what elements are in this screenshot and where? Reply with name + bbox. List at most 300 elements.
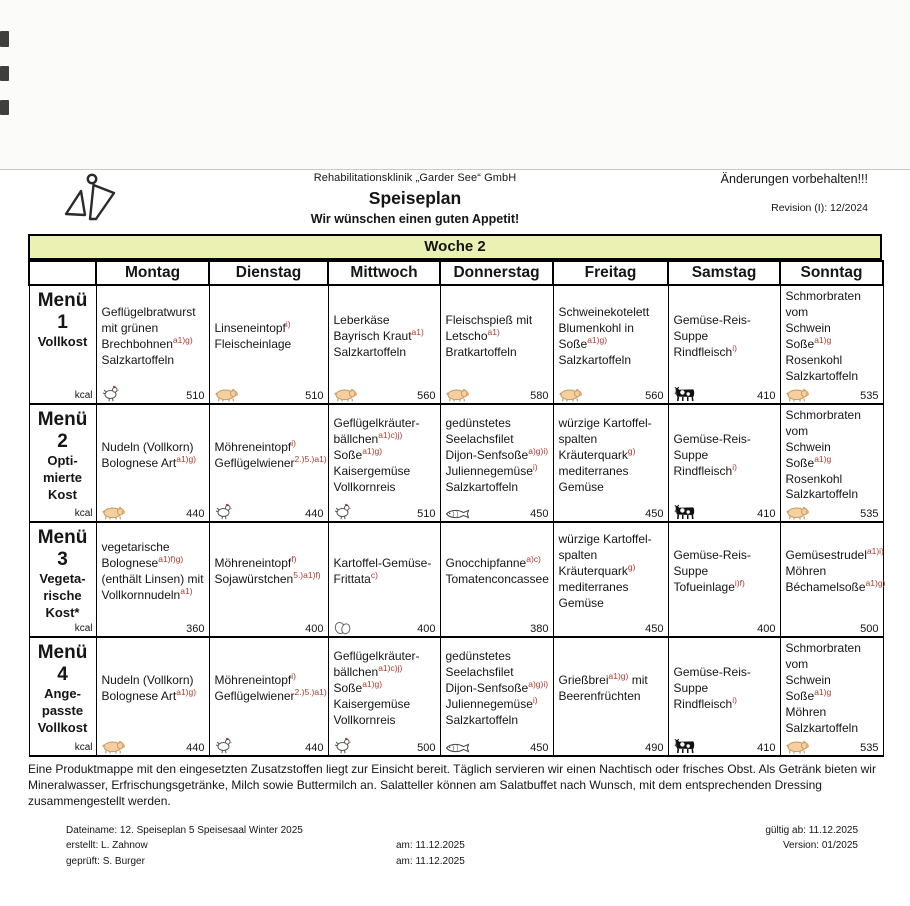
dish-text — [786, 641, 880, 737]
cell-footer-strip — [333, 617, 436, 635]
dish-line: mediterranes — [558, 580, 629, 595]
day-header: Freitag — [553, 261, 668, 285]
menu-type-line: Ange- — [44, 686, 81, 702]
dish-line: (enthält Linsen) mit — [101, 572, 204, 587]
dish-text — [446, 313, 550, 361]
dish-cell — [328, 285, 440, 404]
pig-icon — [214, 387, 238, 402]
dish-line: Gemüse-Reis- — [673, 431, 751, 446]
pig-icon — [101, 739, 125, 754]
scan-artifact — [0, 31, 9, 47]
cell-footer-strip — [333, 736, 436, 754]
cell-footer-strip — [445, 617, 549, 635]
allergen-superscript: i) — [732, 694, 737, 705]
dish-line: Soße$^{a1)g}$ — [785, 686, 832, 703]
dish-line: Salzkartoffeln — [785, 720, 858, 735]
cow-icon — [673, 504, 697, 520]
dish-cell — [668, 637, 780, 756]
allergen-superscript: a1) — [180, 586, 193, 597]
dish-cell — [328, 404, 440, 523]
dish-line: Geflügelkräuter- — [333, 415, 420, 430]
footer-note: Eine Produktmappe mit den eingesetzten Zusatzstoffen liegt zur Einsicht bereit. Täglich servieren wir einen Nachtisch oder frisches Obst. Als Getränk bieten wir Mineralwasser, Erfrischungsgetränke, Milch sowie Buttermilch an. Salatteller können am Salatbuffet nach Wunsch, mit dem entsprechenden Dressing zusammengestellt werden. — [28, 761, 876, 809]
kcal-unit-label: kcal — [74, 623, 93, 635]
dish-text — [215, 556, 325, 588]
meta-valid-from: gültig ab: 11.12.2025 — [765, 824, 858, 836]
day-header-row — [29, 261, 883, 285]
dish-line: Dijon-Senfsoße$^{a)g)i)}$ — [445, 678, 549, 695]
day-header: Dienstag — [209, 261, 328, 285]
allergen-superscript: i) — [532, 694, 538, 705]
chicken-icon — [214, 737, 234, 754]
dish-line: Kräuterquark$^{g)}$ — [558, 562, 636, 579]
meta-version: Version: 01/2025 — [782, 840, 858, 852]
dish-text — [214, 437, 327, 472]
dish-line: mediterranes — [558, 463, 629, 478]
dish-cell — [96, 522, 209, 637]
allergen-superscript: a1)g — [814, 686, 832, 697]
dish-line: Bolognese Art$^{a1)g)}$ — [101, 453, 197, 470]
menu-type-line: Vegeta- — [39, 571, 86, 587]
dish-text — [786, 289, 880, 385]
page-subtitle: Wir wünschen einen guten Appetit! — [310, 212, 520, 226]
dish-line: Nudeln (Vollkorn) — [101, 439, 194, 454]
dish-line: Kartoffel-Gemüse- — [333, 556, 432, 571]
dish-line: Schwein — [785, 439, 831, 454]
allergen-superscript: g) — [627, 562, 636, 573]
day-header: Sonntag — [780, 261, 883, 285]
allergen-superscript: i) — [285, 318, 291, 329]
scan-artifact — [0, 100, 9, 115]
meta-filename: Dateiname: 12. Speiseplan 5 Speisesaal Winter 2025 — [66, 824, 303, 836]
day-header: Samstag — [668, 261, 780, 285]
dish-line: Gemüse-Reis- — [673, 665, 751, 680]
dish-line: Geflügelwiener$^{2.)5.)a1)}$ — [214, 686, 327, 703]
menu-row — [29, 404, 883, 523]
dish-line: Seelachsfilet — [445, 665, 514, 680]
kcal-unit-label: kcal — [74, 741, 93, 753]
dish-line: Schwein — [785, 673, 831, 688]
allergen-superscript: a1)g) — [362, 678, 383, 689]
dish-line: Fleischeinlage — [214, 336, 292, 351]
menu-label-cell — [29, 522, 96, 637]
dish-line: Soße$^{a1)g)}$ — [558, 334, 608, 351]
kcal-value: 440 — [305, 741, 324, 754]
cell-footer-strip — [214, 502, 324, 520]
dish-cell — [328, 637, 440, 756]
dish-text — [559, 416, 665, 496]
menu-label — [32, 407, 94, 504]
chicken-icon — [333, 737, 353, 754]
kcal-value: 440 — [186, 508, 205, 521]
dish-line: Kaisergemüse — [333, 696, 411, 711]
allergen-superscript: c) — [370, 570, 378, 581]
allergen-superscript: a1)g) — [587, 334, 608, 345]
cell-footer-strip — [558, 384, 664, 402]
pig-icon — [333, 387, 357, 402]
kcal-value: 535 — [860, 508, 879, 521]
cell-footer-strip — [558, 736, 664, 754]
dish-text — [559, 673, 665, 705]
dish-line: Bayrisch Kraut$^{a1)}$ — [333, 326, 424, 343]
pig-icon — [101, 505, 125, 520]
dish-line: Bratkartoffeln — [445, 344, 517, 359]
scan-top-margin — [0, 0, 910, 170]
cell-footer-strip — [101, 617, 205, 635]
dish-cell — [553, 404, 668, 523]
document-body — [28, 172, 886, 869]
dish-line: Salzkartoffeln — [101, 352, 174, 367]
dish-line: Vollkornnudeln$^{a1)}$ — [101, 586, 193, 603]
dish-line: Schweinekotelett — [558, 304, 650, 319]
allergen-superscript: a)g)i) — [528, 445, 549, 456]
allergen-superscript: a1)g) — [176, 453, 197, 464]
dish-line: Gnocchipfanne$^{a)c)}$ — [445, 554, 541, 571]
cell-footer-strip — [445, 736, 549, 754]
kcal-value: 535 — [860, 741, 879, 754]
kcal-value: 535 — [860, 389, 879, 402]
chicken-icon — [333, 503, 353, 520]
day-header: Montag — [96, 261, 209, 285]
dish-cell — [209, 522, 328, 637]
allergen-superscript: a1)c)j) — [378, 429, 403, 440]
kcal-value: 500 — [860, 623, 879, 636]
menu-name: Menü 4 — [37, 642, 88, 686]
dish-cell — [96, 637, 209, 756]
dish-line: Möhren — [785, 704, 827, 719]
dish-cell — [553, 522, 668, 637]
menu-type-line: Vollkost — [37, 334, 88, 349]
scan-artifact — [0, 66, 9, 81]
kcal-value: 490 — [645, 741, 664, 754]
allergen-superscript: i) — [291, 437, 296, 448]
dish-line: bällchen$^{a1)c)j)}$ — [333, 429, 403, 446]
allergen-superscript: a1) — [487, 326, 500, 337]
eggs-icon — [333, 621, 352, 635]
dish-line: Soße$^{a1)g}$ — [785, 453, 832, 470]
dish-cell — [440, 637, 553, 756]
menu-label — [32, 640, 94, 737]
dish-cell — [668, 404, 780, 523]
kcal-value: 450 — [645, 508, 664, 521]
kcal-value: 440 — [186, 741, 205, 754]
kcal-value: 410 — [757, 389, 776, 402]
dish-line: Tomatenconcassee — [445, 572, 549, 587]
cow-icon — [673, 386, 697, 402]
cell-footer-strip — [333, 384, 436, 402]
cell-footer-strip — [101, 736, 205, 754]
allergen-superscript: g) — [627, 445, 636, 456]
cell-footer-strip — [785, 617, 879, 635]
allergen-superscript: a1)g) — [608, 671, 629, 682]
menu-type-line: Kost — [48, 486, 77, 502]
dish-text — [446, 416, 550, 496]
allergen-superscript: i) — [291, 671, 296, 682]
dish-line: Tofueinlage$^{i)f)}$ — [673, 578, 745, 595]
dish-line: würzige Kartoffel- — [558, 415, 652, 430]
allergen-superscript: a)c) — [526, 554, 541, 565]
dish-line: Kräuterquark$^{g)}$ — [558, 445, 636, 462]
dish-line: Nudeln (Vollkorn) — [101, 673, 194, 688]
meta-checked-date: am: 11.12.2025 — [396, 855, 465, 867]
dish-line: spalten — [558, 548, 598, 563]
menu-type — [43, 453, 82, 504]
allergen-superscript: f) — [291, 554, 297, 565]
dish-line: Soße$^{a1)g)}$ — [333, 445, 383, 462]
week-banner: Woche 2 — [28, 234, 882, 260]
kcal-value: 400 — [305, 623, 324, 636]
kcal-value: 440 — [305, 508, 324, 521]
document-meta — [28, 823, 882, 870]
allergen-superscript: a1) — [411, 326, 424, 337]
dish-text — [786, 408, 880, 504]
kcal-value: 400 — [417, 623, 436, 636]
dish-line: Dijon-Senfsoße$^{a)g)i)}$ — [445, 445, 549, 462]
cell-footer-strip — [445, 384, 549, 402]
pig-icon — [558, 387, 582, 402]
menu-label-cell — [29, 404, 96, 523]
allergen-superscript: a)g)i) — [528, 678, 549, 689]
cell-footer-strip — [214, 617, 324, 635]
menu-type-line: mierte — [42, 469, 83, 485]
dish-line: Salzkartoffeln — [333, 344, 406, 359]
kcal-value: 560 — [645, 389, 664, 402]
allergen-superscript: 2.)5.)a1) — [294, 686, 327, 697]
kcal-value: 360 — [186, 623, 205, 636]
dish-cell — [96, 404, 209, 523]
dish-cell — [96, 285, 209, 404]
dish-text — [334, 416, 437, 496]
kcal-value: 380 — [530, 623, 549, 636]
allergen-superscript: a1)g) — [176, 686, 197, 697]
dish-line: Möhreneintopf$^{f)}$ — [214, 554, 297, 571]
dish-text — [559, 532, 665, 612]
allergen-superscript: i) — [732, 342, 737, 353]
dish-text — [102, 440, 206, 472]
dish-cell — [780, 522, 886, 637]
cell-footer-strip — [445, 502, 549, 520]
dish-text — [674, 432, 777, 480]
dish-line: Vollkornreis — [333, 479, 396, 494]
dish-line: Geflügelbratwurst — [101, 304, 196, 319]
revision-label: Revision (I): 12/2024 — [771, 202, 868, 214]
dish-line: Suppe — [673, 564, 709, 579]
dish-text — [334, 649, 437, 729]
menu-name: Menü 3 — [37, 527, 88, 571]
dish-line: Geflügelkräuter- — [333, 649, 420, 664]
allergen-superscript: a1)g) — [865, 578, 886, 589]
dish-line: Suppe Rindfleisch$^{i)}$ — [673, 680, 737, 711]
pig-icon — [785, 739, 809, 754]
allergen-superscript: a1)g) — [362, 445, 383, 456]
dish-text — [334, 313, 437, 361]
dish-cell — [328, 522, 440, 637]
kcal-unit-label: kcal — [74, 508, 93, 520]
menu-row — [29, 285, 883, 404]
dish-line: Salzkartoffeln — [785, 368, 858, 383]
dish-cell — [553, 285, 668, 404]
dish-cell — [209, 285, 328, 404]
chicken-icon — [214, 503, 234, 520]
meta-created-date: am: 11.12.2025 — [396, 840, 465, 852]
allergen-superscript: 2.)5.)a1) — [294, 453, 327, 464]
dish-line: bällchen$^{a1)c)j)}$ — [333, 663, 403, 680]
menu-name: Menü 2 — [37, 408, 88, 452]
cell-footer-strip — [558, 617, 664, 635]
dish-line: Schmorbraten vom — [785, 641, 865, 672]
dish-cell — [440, 285, 553, 404]
dish-line: Rosenkohl — [785, 352, 843, 367]
cell-footer-strip — [214, 384, 324, 402]
dish-line: Brechbohnen$^{a1)g)}$ — [101, 334, 193, 351]
cow-icon — [673, 738, 697, 754]
dish-line: Kaisergemüse — [333, 463, 411, 478]
dish-cell — [440, 522, 553, 637]
allergen-superscript: a1)g — [814, 453, 832, 464]
allergen-superscript: a1)i) — [866, 546, 884, 557]
kcal-unit-label: kcal — [74, 389, 93, 401]
dish-line: Bolognese Art$^{a1)g)}$ — [101, 686, 197, 703]
clinic-logo-icon — [58, 172, 120, 231]
dish-line: Bolognese$^{a1)f)g)}$ — [101, 554, 184, 571]
kcal-value: 510 — [417, 508, 436, 521]
dish-text — [102, 540, 206, 604]
menu-type-wrap — [32, 453, 94, 504]
dish-line: Gemüse — [558, 479, 604, 494]
dish-cell — [668, 522, 780, 637]
dish-text — [102, 673, 206, 705]
dish-line: Soße$^{a1)g)}$ — [333, 678, 383, 695]
dish-text — [334, 556, 437, 588]
menu-type — [39, 571, 85, 622]
dish-cell — [440, 404, 553, 523]
dish-line: Salzkartoffeln — [785, 487, 858, 502]
dish-line: Suppe Rindfleisch$^{i)}$ — [673, 328, 737, 359]
dish-line: Schwein — [785, 320, 831, 335]
menu-name: Menü 1 — [37, 290, 88, 333]
dish-line: Möhreneintopf$^{i)}$ — [214, 437, 296, 454]
dish-cell — [668, 285, 780, 404]
menu-type-line: passte — [41, 703, 84, 718]
menu-type — [38, 686, 88, 737]
kcal-value: 410 — [757, 508, 776, 521]
dish-text — [674, 548, 777, 596]
cell-footer-strip — [333, 502, 436, 520]
dish-text — [785, 546, 886, 596]
dish-line: mit grünen — [101, 320, 159, 335]
dish-line: gedünstetes — [445, 649, 511, 664]
day-header: Mittwoch — [328, 261, 440, 285]
dish-line: Béchamelsoße$^{a1)g)}$ — [785, 578, 886, 595]
menu-label — [32, 525, 94, 622]
chicken-icon — [101, 385, 121, 402]
kcal-value: 450 — [530, 508, 549, 521]
kcal-value: 450 — [530, 741, 549, 754]
cell-footer-strip — [214, 736, 324, 754]
dish-line: würzige Kartoffel- — [558, 532, 652, 547]
kcal-value: 510 — [305, 389, 324, 402]
dish-text — [559, 305, 665, 369]
dish-cell — [209, 637, 328, 756]
dish-line: Geflügelwiener$^{2.)5.)a1)}$ — [214, 453, 327, 470]
menu-label-cell — [29, 637, 96, 756]
kcal-value: 400 — [757, 623, 776, 636]
dish-line: Salzkartoffeln — [445, 479, 518, 494]
dish-line: gedünstetes — [445, 415, 511, 430]
dish-line: Juliennegemüse$^{i)}$ — [445, 461, 538, 478]
cell-footer-strip — [785, 736, 879, 754]
dish-cell — [780, 404, 883, 523]
dish-line: Linseneintopf$^{i)}$ — [214, 318, 291, 335]
menu-type-line: rische — [43, 588, 82, 604]
dish-line: Fleischspieß mit — [445, 312, 533, 327]
kcal-value: 500 — [417, 741, 436, 754]
allergen-superscript: 5.)a1)f) — [293, 570, 321, 581]
menu-label — [32, 288, 94, 351]
dish-line: Salzkartoffeln — [445, 712, 518, 727]
pig-icon — [785, 505, 809, 520]
dish-line: Rosenkohl — [785, 471, 843, 486]
allergen-superscript: a1)c)j) — [378, 663, 403, 674]
dish-line: Grießbrei$^{a1)g)}$ mit — [558, 671, 648, 688]
dish-line: Möhreneintopf$^{i)}$ — [214, 671, 296, 688]
meta-checked-by: geprüft: S. Burger — [66, 855, 145, 867]
dish-line: Suppe Rindfleisch$^{i)}$ — [673, 447, 737, 478]
dish-line: Gemüse-Reis- — [673, 312, 751, 327]
fish-icon — [445, 742, 471, 754]
allergen-superscript: a1)g) — [172, 334, 193, 345]
page-title: Speiseplan — [368, 188, 462, 208]
dish-line: spalten — [558, 431, 598, 446]
allergen-superscript: i)f) — [734, 578, 745, 589]
dish-cell — [780, 637, 883, 756]
cell-footer-strip — [101, 502, 205, 520]
menu-label-cell — [29, 285, 96, 404]
pig-icon — [785, 387, 809, 402]
allergen-superscript: a1)g — [814, 334, 832, 345]
dish-text — [214, 318, 325, 353]
dish-line: Möhren — [785, 564, 827, 579]
menu-table — [28, 260, 884, 757]
cell-footer-strip — [673, 617, 776, 635]
dish-line: Frittata$^{c)}$ — [333, 570, 378, 587]
dish-text — [446, 556, 550, 588]
dish-line: vegetarische — [101, 540, 170, 555]
document-header — [28, 172, 882, 230]
menu-type-wrap — [32, 571, 94, 622]
kcal-value: 510 — [186, 389, 205, 402]
dish-line: Schmorbraten vom — [785, 289, 865, 319]
kcal-value: 450 — [645, 623, 664, 636]
dish-cell — [553, 637, 668, 756]
cell-footer-strip — [785, 384, 879, 402]
dish-line: Seelachsfilet — [445, 431, 514, 446]
day-header: Donnerstag — [440, 261, 553, 285]
dish-line: Letscho$^{a1)}$ — [445, 326, 500, 343]
dish-text — [446, 649, 550, 729]
dish-line: Leberkäse — [333, 312, 390, 327]
dish-cell — [780, 285, 883, 404]
menu-row — [29, 637, 883, 756]
dish-line: Gemüsestrudel$^{a1)i)}$ — [785, 546, 884, 563]
dish-cell — [209, 404, 328, 523]
cell-footer-strip — [673, 736, 776, 754]
cell-footer-strip — [785, 502, 879, 520]
menu-type-line: Opti- — [47, 452, 78, 468]
allergen-superscript: i) — [532, 461, 538, 472]
dish-line: Blumenkohl in — [558, 320, 634, 335]
menu-row — [29, 522, 883, 637]
dish-line: Vollkornreis — [333, 712, 396, 727]
